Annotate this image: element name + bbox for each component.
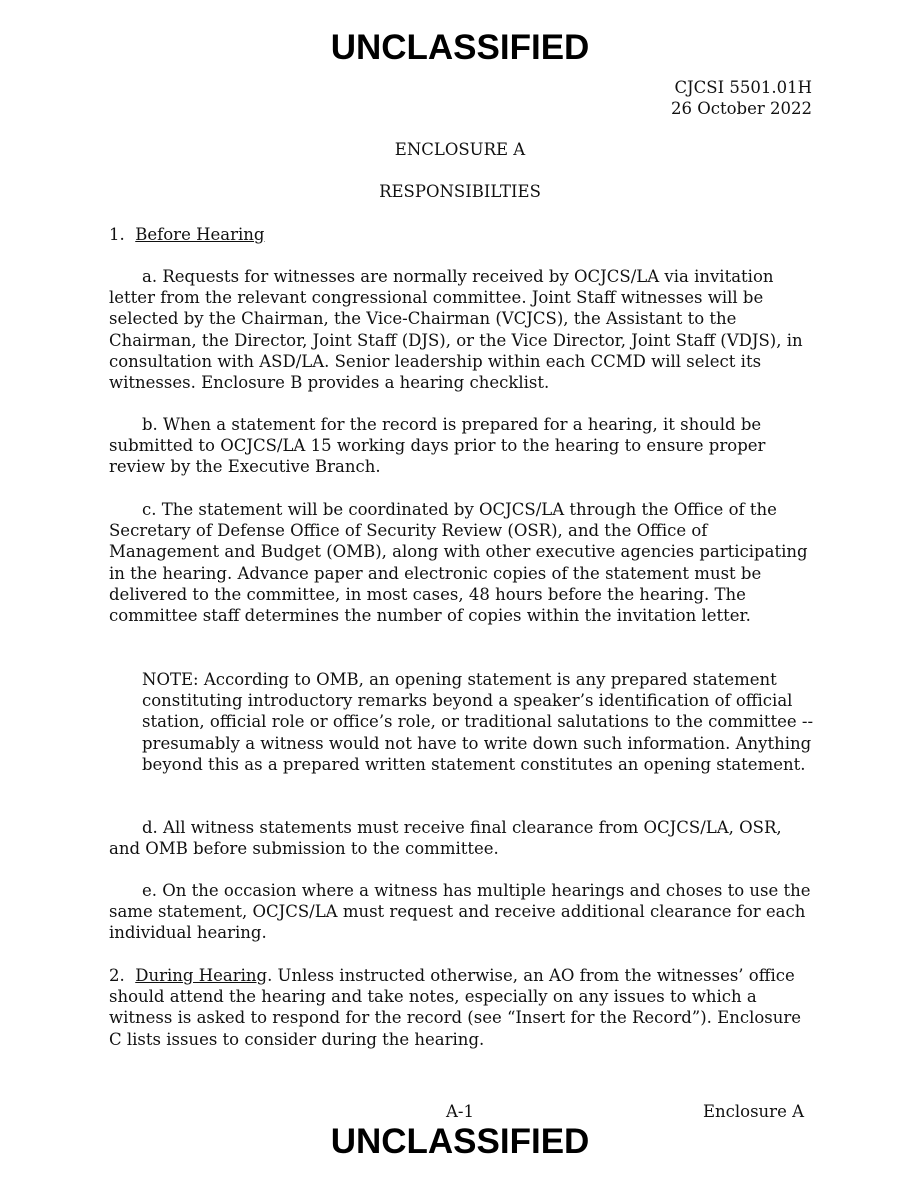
document-identifier — [671, 77, 812, 119]
doc-date: 26 October 2022 — [670, 99, 812, 118]
section-1-heading — [109, 224, 813, 245]
section-1-title: Before Hearing — [135, 225, 265, 244]
paragraph-a: a. Requests for witnesses are normally received by OCJCS/LA via invitation letter from the relevant congressional committee. Joint Staff witnesses will be selected by the Chairman, the Vice-Chairman (VCJCS), the Assistant to the Chairman, the Director, Joint Staff (DJS), or the Vice Director, Joint Staff (VDJS), in consultation with ASD/LA. Senior leadership within each CCMD will select its witnesses. Enclosure B provides a hearing checklist. — [109, 267, 803, 393]
page-number: A-1 — [446, 1102, 474, 1121]
paragraph-d: d. All witness statements must receive final clearance from OCJCS/LA, OSR, and OMB before submission to the committee. — [109, 818, 782, 859]
section-1-number: 1. — [109, 225, 125, 244]
classification-banner-bottom: UNCLASSIFIED — [330, 1122, 590, 1161]
enclosure-title: ENCLOSURE A — [394, 140, 526, 159]
classification-banner-top: UNCLASSIFIED — [330, 28, 590, 67]
section-2-body: . Unless instructed otherwise, an AO from the witnesses’ office should attend the hearing and take notes, especially on any issues to which a witness is asked to respond for the record (see “Insert for the Record”). Enclosure C lists issues to consider during the hearing. — [109, 966, 802, 1049]
paragraph-e: e. On the occasion where a witness has multiple hearings and choses to use the same statement, OCJCS/LA must request and receive additional clearance for each individual hearing. — [109, 881, 811, 943]
paragraph-c: c. The statement will be coordinated by OCJCS/LA through the Office of the Secretary of Defense Office of Security Review (OSR), and the Office of Management and Budget (OMB), along with other executive agencies participating in the hearing. Advance paper and electronic copies of the statement must be delivered to the committee, in most cases, 48 hours before the hearing. The committee staff determines the number of copies within the invitation letter. — [109, 500, 808, 626]
section-2 — [109, 965, 813, 1050]
section-2-title: During Hearing — [135, 966, 268, 985]
footer-enclosure: Enclosure A — [702, 1102, 804, 1121]
paragraph-b: b. When a statement for the record is prepared for a hearing, it should be submitted to OCJCS/LA 15 working days prior to the hearing to ensure proper review by the Executive Branch. — [109, 415, 766, 477]
section-2-number: 2. — [109, 966, 125, 985]
note-paragraph: NOTE: According to OMB, an opening statement is any prepared statement constituting introductory remarks beyond a speaker’s identification of official station, official role or office’s role, or traditional salutations to the committee -- presumably a witness would not have to write down such information. Anything beyond this as a prepared written statement constitutes an opening statement. — [142, 670, 814, 774]
doc-number: CJCSI 5501.01H — [674, 78, 812, 97]
section-title: RESPONSIBILTIES — [379, 182, 541, 201]
